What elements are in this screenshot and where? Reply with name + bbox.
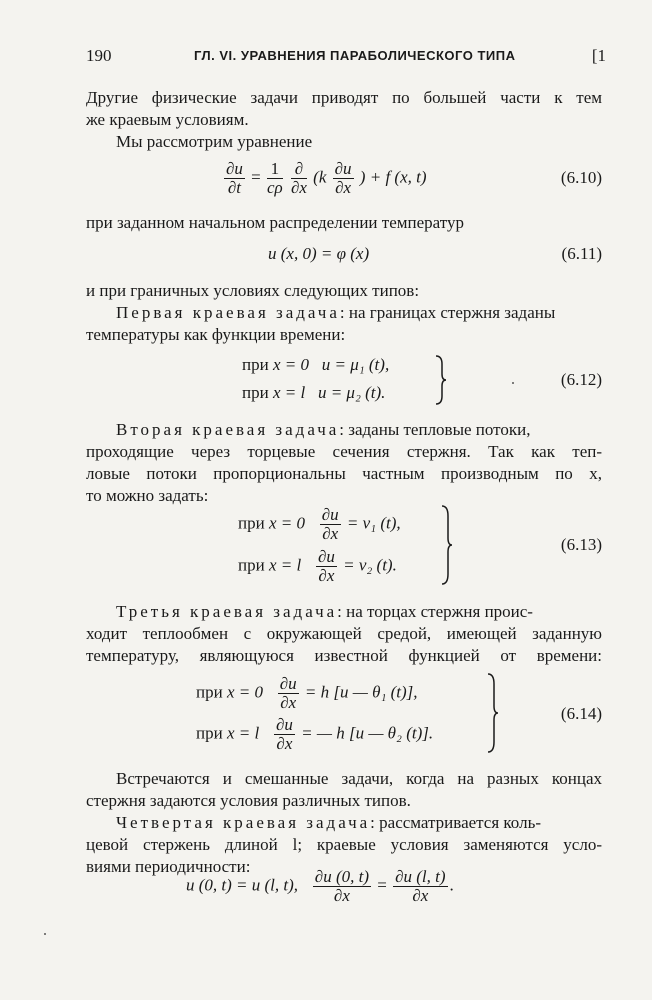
right-brace-icon bbox=[440, 504, 454, 586]
equation-number: (6.13) bbox=[560, 535, 602, 554]
print-speck bbox=[512, 382, 514, 384]
equation-6-13-row1: при x = 0 $\frac{\partial u}{\partial x}$ = ν₁ (t), bbox=[238, 505, 401, 543]
equation-6-12-row1: при x = 0 u = μ₁ (t), bbox=[242, 355, 390, 374]
equation-6-14-row1: при x = 0 $\frac{\partial u}{\partial x}$ = h [u — θ₁ (t)], bbox=[196, 674, 418, 712]
equation-6-11: u (x, 0) = φ (x) bbox=[268, 244, 370, 263]
paragraph-line: температуры как функции времени: bbox=[86, 325, 346, 344]
equation-6-12-row2: при x = l u = μ₂ (t). bbox=[242, 383, 386, 402]
equation-periodicity: u (0, t) = u (l, t), $\frac{\partial u (0, t)}{\partial x}$ = $\frac{\partial u (l, t)}{\partial x}$ . bbox=[186, 867, 454, 905]
paragraph-line: стержня задаются условия различных типов. bbox=[86, 791, 411, 810]
paragraph-line: проходящие через торцевые сечения стержня. Так как теп- bbox=[86, 442, 602, 461]
paragraph-line: Встречаются и смешанные задачи, когда на разных концах bbox=[116, 769, 602, 788]
paragraph-line: при заданном начальном распределении температур bbox=[86, 213, 464, 232]
equation-6-14-row2: при x = l $\frac{\partial u}{\partial x}$ = — h [u — θ₂ (t)]. bbox=[196, 715, 434, 753]
right-brace-icon bbox=[486, 672, 500, 754]
paragraph-line: ходит теплообмен с окружающей средой, имеющей заданную bbox=[86, 624, 602, 643]
section-bracket: [1 bbox=[591, 46, 606, 65]
paragraph-line: Первая краевая задача: на границах стержня заданы bbox=[116, 303, 556, 322]
print-speck bbox=[44, 933, 46, 935]
page-header bbox=[86, 46, 606, 70]
paragraph-line: ловые потоки пропорциональны частным производным по x, bbox=[86, 464, 602, 483]
equation-number: (6.11) bbox=[561, 244, 602, 263]
paragraph-line: Другие физические задачи приводят по большей части к тем bbox=[86, 88, 602, 107]
equation-6-10: $\frac{\partial u}{\partial t}$ = $\frac{1}{c\rho}$ $\frac{\partial}{\partial x}$ (k $\frac{\partial u}{\partial x}$ ) + f (x, t) bbox=[226, 159, 427, 197]
right-brace-icon bbox=[434, 354, 448, 406]
paragraph-line: же краевым условиям. bbox=[86, 110, 249, 129]
chapter-title: ГЛ. VI. УРАВНЕНИЯ ПАРАБОЛИЧЕСКОГО ТИПА bbox=[194, 48, 516, 63]
paragraph-line: Мы рассмотрим уравнение bbox=[116, 132, 313, 151]
paragraph-line: цевой стержень длиной l; краевые условия заменяются усло- bbox=[86, 835, 602, 854]
paragraph-line: Четвертая краевая задача: рассматривается коль- bbox=[116, 813, 541, 832]
paragraph-line: температуру, являющуюся известной функцией от времени: bbox=[86, 646, 602, 665]
paragraph-line: Третья краевая задача: на торцах стержня проис- bbox=[116, 602, 533, 621]
paragraph-line: то можно задать: bbox=[86, 486, 209, 505]
equation-number: (6.10) bbox=[560, 168, 602, 187]
paragraph-line: и при граничных условиях следующих типов: bbox=[86, 281, 420, 300]
equation-6-13-row2: при x = l $\frac{\partial u}{\partial x}$ = ν₂ (t). bbox=[238, 547, 397, 585]
paragraph-line: Вторая краевая задача: заданы тепловые потоки, bbox=[116, 420, 531, 439]
paragraph-line: виями периодичности: bbox=[86, 857, 251, 876]
equation-number: (6.12) bbox=[560, 370, 602, 389]
equation-number: (6.14) bbox=[560, 704, 602, 723]
page-number: 190 bbox=[86, 46, 112, 65]
